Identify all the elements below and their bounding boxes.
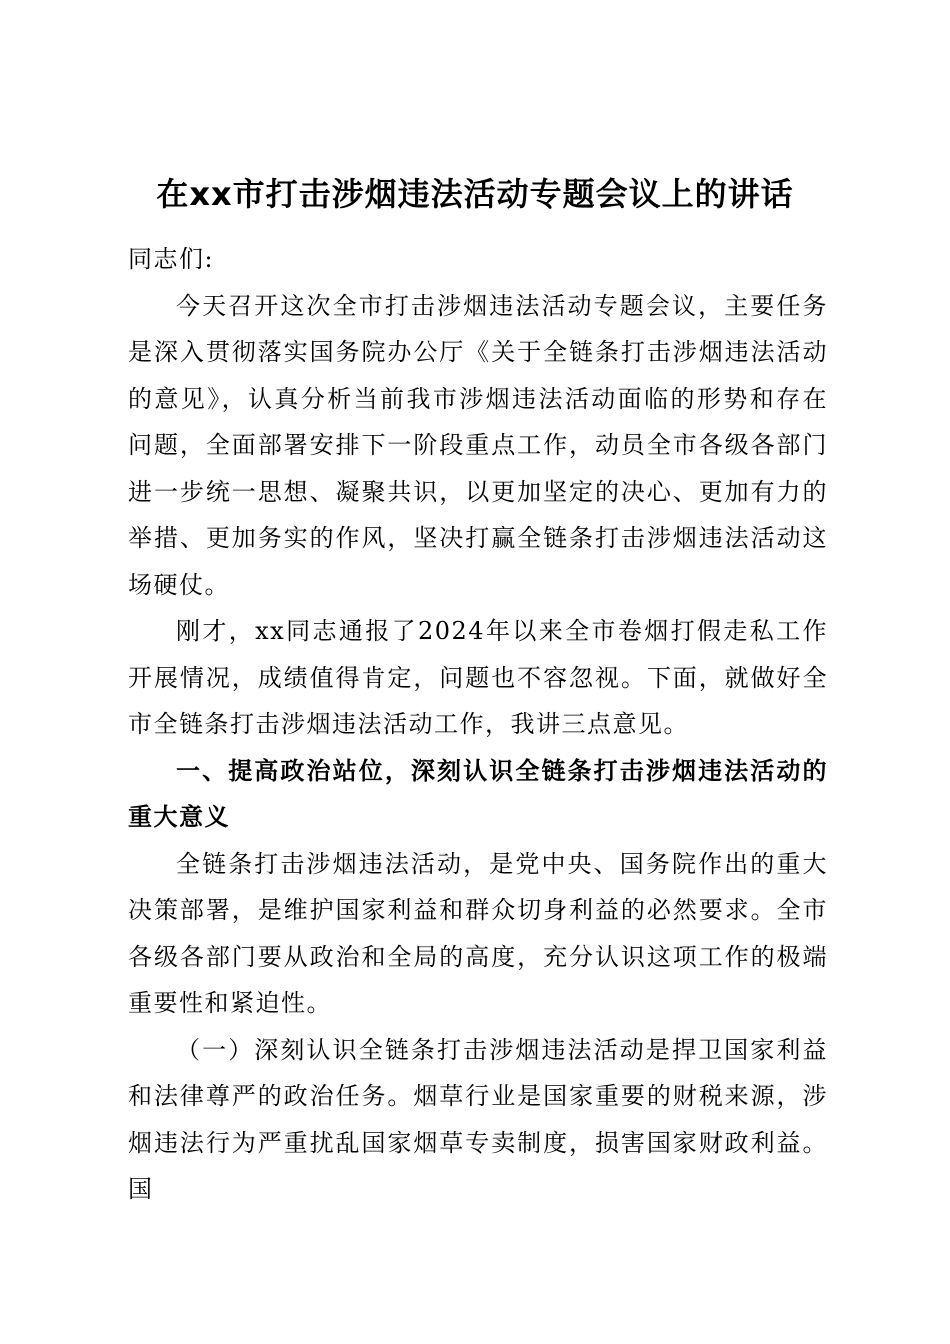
section-1-point-1: （一）深刻认识全链条打击涉烟违法活动是捍卫国家利益和法律尊严的政治任务。烟草行业是国家重要的财税来源，涉烟违法行为严重扰乱国家烟草专卖制度，损害国家财政利益。国	[128, 1035, 828, 1203]
paragraph-opening: 今天召开这次全市打击涉烟违法活动专题会议，主要任务是深入贯彻落实国务院办公厅《关于全链条打击涉烟违法活动的意见》，认真分析当前我市涉烟违法活动面临的形势和存在问题，全面部署安排下一阶段重点工作，动员全市各级各部门进一步统一思想、凝聚共识，以更加坚定的决心、更加有力的举措、更加务实的作风，坚决打赢全链条打击涉烟违法活动这场硬仗。	[128, 291, 828, 599]
paragraph-briefing: 刚才，xx同志通报了2024年以来全市卷烟打假走私工作开展情况，成绩值得肯定，问题也不容忽视。下面，就做好全市全链条打击涉烟违法活动工作，我讲三点意见。	[128, 617, 828, 738]
document-body	[128, 236, 828, 1213]
document-title: 在xx市打击涉烟违法活动专题会议上的讲话	[156, 175, 794, 213]
salutation: 同志们:	[128, 245, 215, 273]
section-1-intro: 全链条打击涉烟违法活动，是党中央、国务院作出的重大决策部署，是维护国家利益和群众切身利益的必然要求。全市各级各部门要从政治和全局的高度，充分认识这项工作的极端重要性和紧迫性。	[128, 849, 828, 1017]
section-heading-1: 一、提高政治站位，深刻认识全链条打击涉烟违法活动的重大意义	[128, 756, 828, 831]
